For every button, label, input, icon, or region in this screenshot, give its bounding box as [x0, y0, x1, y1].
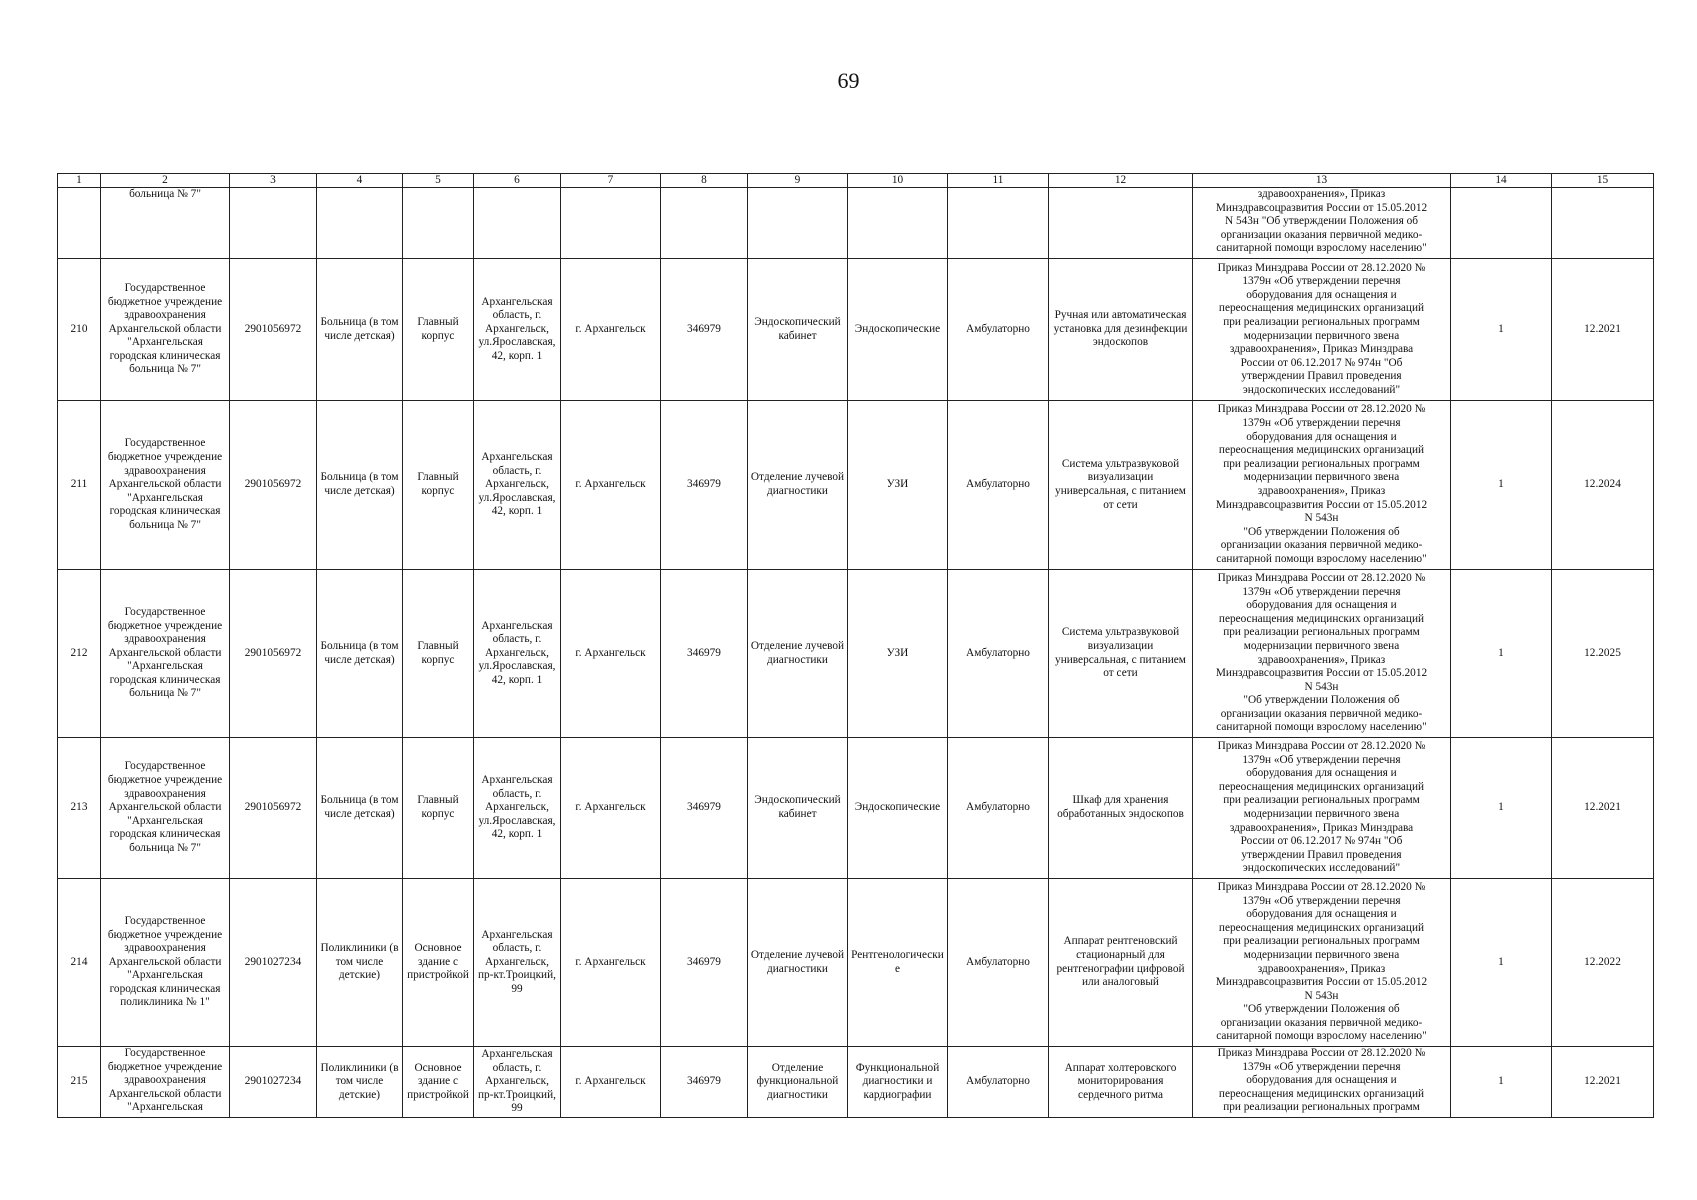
code-cell: 346979 — [661, 259, 748, 401]
column-number-header: 14 — [1451, 174, 1552, 188]
organization-name-cell: больница № 7" — [101, 188, 230, 259]
equipment-name-cell: Система ультразвуковой визуализации универсальная, с питанием от сети — [1049, 401, 1193, 570]
building-cell — [403, 188, 474, 259]
row-number-cell: 213 — [58, 738, 101, 879]
facility-type-cell: Больница (в том числе детская) — [317, 401, 403, 570]
profile-cell: Эндоскопические — [848, 738, 948, 879]
organization-name-cell: Государственное бюджетное учреждение здравоохранения Архангельской области "Архангельская — [101, 1047, 230, 1118]
department-cell — [748, 188, 848, 259]
profile-cell: Функциональной диагностики и кардиографии — [848, 1047, 948, 1118]
row-number-cell: 214 — [58, 879, 101, 1047]
row-number-cell: 210 — [58, 259, 101, 401]
date-cell: 12.2024 — [1552, 401, 1654, 570]
regulation-basis-cell: Приказ Минздрава России от 28.12.2020 № 1379н «Об утверждении перечня оборудования для оснащения и переоснащения медицинских организаций при реализации региональных программ — [1193, 1047, 1451, 1118]
table-row — [58, 879, 1654, 1047]
building-cell: Основное здание с пристройкой — [403, 879, 474, 1047]
column-number-row — [58, 174, 1654, 188]
facility-type-cell: Больница (в том числе детская) — [317, 259, 403, 401]
organization-name-cell: Государственное бюджетное учреждение здравоохранения Архангельской области "Архангельская городская клиническая поликлиника № 1" — [101, 879, 230, 1047]
address-cell: Архангельская область, г. Архангельск, ул.Ярославская, 42, корп. 1 — [474, 401, 561, 570]
column-number-header: 10 — [848, 174, 948, 188]
inn-cell — [230, 188, 317, 259]
building-cell: Главный корпус — [403, 738, 474, 879]
column-number-header: 2 — [101, 174, 230, 188]
row-number-cell: 211 — [58, 401, 101, 570]
table-row — [58, 570, 1654, 738]
equipment-name-cell: Шкаф для хранения обработанных эндоскопов — [1049, 738, 1193, 879]
facility-type-cell: Поликлиники (в том числе детские) — [317, 1047, 403, 1118]
profile-cell — [848, 188, 948, 259]
department-cell: Отделение лучевой диагностики — [748, 401, 848, 570]
equipment-register-table — [57, 173, 1654, 1118]
care-conditions-cell — [948, 188, 1049, 259]
facility-type-cell: Больница (в том числе детская) — [317, 570, 403, 738]
care-conditions-cell: Амбулаторно — [948, 259, 1049, 401]
department-cell: Отделение лучевой диагностики — [748, 570, 848, 738]
care-conditions-cell: Амбулаторно — [948, 1047, 1049, 1118]
column-number-header: 4 — [317, 174, 403, 188]
inn-cell: 2901056972 — [230, 738, 317, 879]
regulation-basis-cell: Приказ Минздрава России от 28.12.2020 № 1379н «Об утверждении перечня оборудования для оснащения и переоснащения медицинских организаций при реализации региональных программ модернизации первичного звена здравоохранения», Приказ Минздравсоцразвития России от 15.05.2012 N 543н "Об утверждении Положения об организации оказания первичной медико- санитарной помощи взрослому населению" — [1193, 879, 1451, 1047]
quantity-cell: 1 — [1451, 879, 1552, 1047]
equipment-name-cell: Аппарат холтеровского мониторирования сердечного ритма — [1049, 1047, 1193, 1118]
table-row — [58, 401, 1654, 570]
city-cell: г. Архангельск — [561, 879, 661, 1047]
address-cell: Архангельская область, г. Архангельск, пр-кт.Троицкий, 99 — [474, 879, 561, 1047]
column-number-header: 1 — [58, 174, 101, 188]
equipment-name-cell: Система ультразвуковой визуализации универсальная, с питанием от сети — [1049, 570, 1193, 738]
facility-type-cell — [317, 188, 403, 259]
date-cell: 12.2021 — [1552, 259, 1654, 401]
care-conditions-cell: Амбулаторно — [948, 879, 1049, 1047]
page-number: 69 — [837, 68, 860, 93]
equipment-name-cell: Ручная или автоматическая установка для дезинфекции эндоскопов — [1049, 259, 1193, 401]
column-number-header: 6 — [474, 174, 561, 188]
care-conditions-cell: Амбулаторно — [948, 738, 1049, 879]
address-cell: Архангельская область, г. Архангельск, пр-кт.Троицкий, 99 — [474, 1047, 561, 1118]
department-cell: Отделение функциональной диагностики — [748, 1047, 848, 1118]
inn-cell: 2901056972 — [230, 401, 317, 570]
equipment-name-cell — [1049, 188, 1193, 259]
department-cell: Эндоскопический кабинет — [748, 738, 848, 879]
department-cell: Отделение лучевой диагностики — [748, 879, 848, 1047]
quantity-cell: 1 — [1451, 259, 1552, 401]
care-conditions-cell: Амбулаторно — [948, 401, 1049, 570]
quantity-cell: 1 — [1451, 1047, 1552, 1118]
date-cell: 12.2021 — [1552, 1047, 1654, 1118]
regulation-basis-cell: Приказ Минздрава России от 28.12.2020 № 1379н «Об утверждении перечня оборудования для оснащения и переоснащения медицинских организаций при реализации региональных программ модернизации первичного звена здравоохранения», Приказ Минздрава России от 06.12.2017 № 974н "Об утверждении Правил проведения эндоскопических исследований" — [1193, 259, 1451, 401]
profile-cell: Эндоскопические — [848, 259, 948, 401]
code-cell — [661, 188, 748, 259]
code-cell: 346979 — [661, 738, 748, 879]
row-number-cell: 215 — [58, 1047, 101, 1118]
column-number-header: 9 — [748, 174, 848, 188]
building-cell: Главный корпус — [403, 259, 474, 401]
row-number-cell — [58, 188, 101, 259]
care-conditions-cell: Амбулаторно — [948, 570, 1049, 738]
code-cell: 346979 — [661, 401, 748, 570]
inn-cell: 2901056972 — [230, 259, 317, 401]
quantity-cell: 1 — [1451, 738, 1552, 879]
column-number-header: 5 — [403, 174, 474, 188]
column-number-header: 8 — [661, 174, 748, 188]
column-number-header: 11 — [948, 174, 1049, 188]
date-cell — [1552, 188, 1654, 259]
table-row — [58, 259, 1654, 401]
organization-name-cell: Государственное бюджетное учреждение здравоохранения Архангельской области "Архангельская городская клиническая больница № 7" — [101, 570, 230, 738]
city-cell: г. Архангельск — [561, 738, 661, 879]
column-number-header: 13 — [1193, 174, 1451, 188]
city-cell: г. Архангельск — [561, 1047, 661, 1118]
row-number-cell: 212 — [58, 570, 101, 738]
organization-name-cell: Государственное бюджетное учреждение здравоохранения Архангельской области "Архангельская городская клиническая больница № 7" — [101, 738, 230, 879]
profile-cell: УЗИ — [848, 401, 948, 570]
city-cell: г. Архангельск — [561, 570, 661, 738]
organization-name-cell: Государственное бюджетное учреждение здравоохранения Архангельской области "Архангельская городская клиническая больница № 7" — [101, 401, 230, 570]
regulation-basis-cell: Приказ Минздрава России от 28.12.2020 № 1379н «Об утверждении перечня оборудования для оснащения и переоснащения медицинских организаций при реализации региональных программ модернизации первичного звена здравоохранения», Приказ Минздравсоцразвития России от 15.05.2012 N 543н "Об утверждении Положения об организации оказания первичной медико- санитарной помощи взрослому населению" — [1193, 401, 1451, 570]
department-cell: Эндоскопический кабинет — [748, 259, 848, 401]
column-number-header: 15 — [1552, 174, 1654, 188]
regulation-basis-cell: Приказ Минздрава России от 28.12.2020 № 1379н «Об утверждении перечня оборудования для оснащения и переоснащения медицинских организаций при реализации региональных программ модернизации первичного звена здравоохранения», Приказ Минздравсоцразвития России от 15.05.2012 N 543н "Об утверждении Положения об организации оказания первичной медико- санитарной помощи взрослому населению" — [1193, 570, 1451, 738]
equipment-name-cell: Аппарат рентгеновский стационарный для рентгенографии цифровой или аналоговый — [1049, 879, 1193, 1047]
quantity-cell: 1 — [1451, 401, 1552, 570]
column-number-header: 12 — [1049, 174, 1193, 188]
address-cell: Архангельская область, г. Архангельск, ул.Ярославская, 42, корп. 1 — [474, 259, 561, 401]
date-cell: 12.2021 — [1552, 738, 1654, 879]
code-cell: 346979 — [661, 1047, 748, 1118]
inn-cell: 2901056972 — [230, 570, 317, 738]
profile-cell: УЗИ — [848, 570, 948, 738]
regulation-basis-cell: здравоохранения», Приказ Минздравсоцразвития России от 15.05.2012 N 543н "Об утверждении Положения об организации оказания первичной медико- санитарной помощи взрослому населению" — [1193, 188, 1451, 259]
building-cell: Основное здание с пристройкой — [403, 1047, 474, 1118]
city-cell: г. Архангельск — [561, 401, 661, 570]
address-cell: Архангельская область, г. Архангельск, ул.Ярославская, 42, корп. 1 — [474, 570, 561, 738]
column-number-header: 3 — [230, 174, 317, 188]
inn-cell: 2901027234 — [230, 879, 317, 1047]
table-row — [58, 1047, 1654, 1118]
quantity-cell: 1 — [1451, 570, 1552, 738]
regulation-basis-cell: Приказ Минздрава России от 28.12.2020 № 1379н «Об утверждении перечня оборудования для оснащения и переоснащения медицинских организаций при реализации региональных программ модернизации первичного звена здравоохранения», Приказ Минздрава России от 06.12.2017 № 974н "Об утверждении Правил проведения эндоскопических исследований" — [1193, 738, 1451, 879]
quantity-cell — [1451, 188, 1552, 259]
date-cell: 12.2025 — [1552, 570, 1654, 738]
building-cell: Главный корпус — [403, 570, 474, 738]
organization-name-cell: Государственное бюджетное учреждение здравоохранения Архангельской области "Архангельская городская клиническая больница № 7" — [101, 259, 230, 401]
inn-cell: 2901027234 — [230, 1047, 317, 1118]
building-cell: Главный корпус — [403, 401, 474, 570]
code-cell: 346979 — [661, 570, 748, 738]
column-number-header: 7 — [561, 174, 661, 188]
profile-cell: Рентгенологические — [848, 879, 948, 1047]
facility-type-cell: Поликлиники (в том числе детские) — [317, 879, 403, 1047]
code-cell: 346979 — [661, 879, 748, 1047]
table-row — [58, 738, 1654, 879]
address-cell: Архангельская область, г. Архангельск, ул.Ярославская, 42, корп. 1 — [474, 738, 561, 879]
city-cell: г. Архангельск — [561, 259, 661, 401]
table-row-continuation — [58, 188, 1654, 259]
date-cell: 12.2022 — [1552, 879, 1654, 1047]
facility-type-cell: Больница (в том числе детская) — [317, 738, 403, 879]
city-cell — [561, 188, 661, 259]
address-cell — [474, 188, 561, 259]
